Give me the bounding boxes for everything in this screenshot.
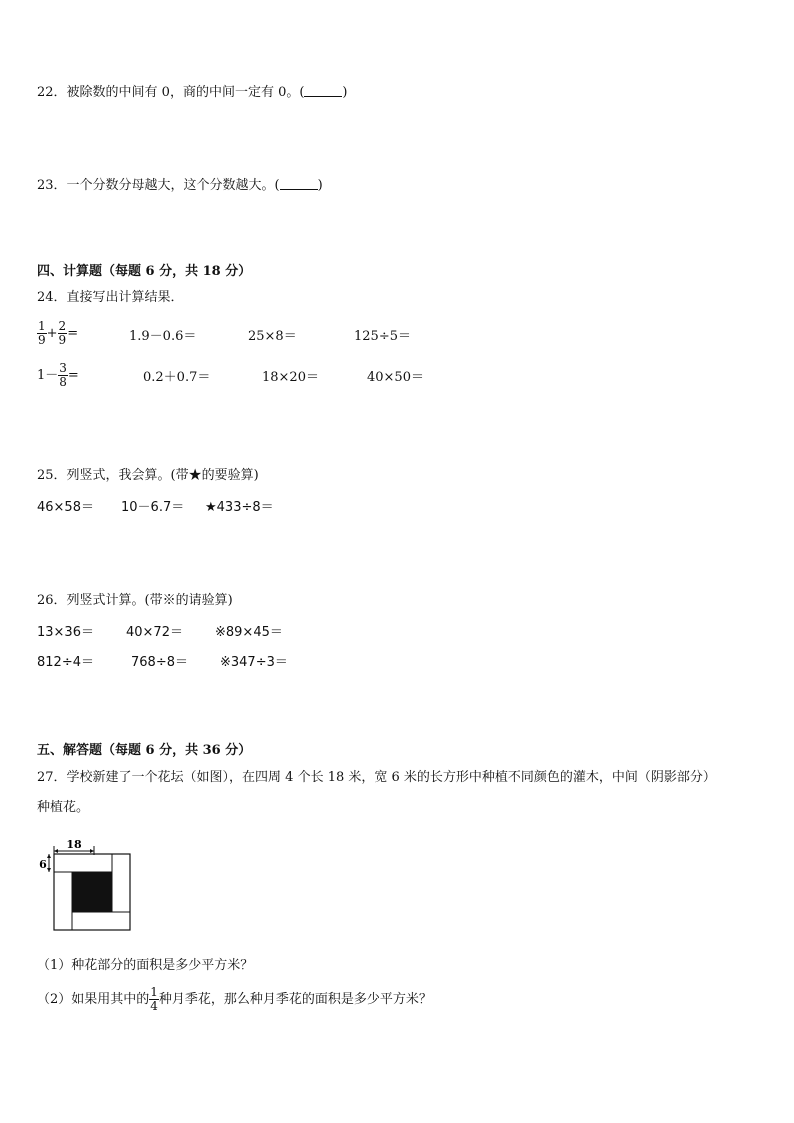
fraction: $\frac{1}{9}$ (38, 319, 46, 347)
q25-expr1: 46×58＝ (37, 500, 94, 515)
fraction: $\frac{2}{9}$ (58, 319, 67, 347)
q26-row2-expr1: 812÷4＝ (37, 655, 94, 670)
question-23-close: ) (317, 178, 323, 193)
question-23 (37, 177, 323, 194)
q24-row1-expr2: 1.9－0.6＝ (129, 329, 197, 344)
section-4-title: 四、计算题（每题 6 分，共 18 分） (37, 264, 252, 279)
fraction: $\frac{3}{8}$ (59, 361, 67, 389)
q25-expr2: 10－6.7＝ (121, 500, 185, 515)
answer-blank-23[interactable] (280, 177, 318, 190)
q24-row2-expr1: 1－ $\frac{3}{8}$ = (37, 361, 79, 389)
width-label: 6 (39, 858, 47, 871)
answer-blank-22[interactable] (304, 84, 342, 97)
question-27-line1: 27．学校新建了一个花坛（如图），在四周 4 个长 18 米，宽 6 米的长方形中种植不同颜色的灌木，中间（阴影部分） (37, 770, 716, 785)
question-24-text: 24．直接写出计算结果． (37, 290, 184, 305)
question-25-text: 25．列竖式，我会算。(带★的要验算) (37, 468, 259, 483)
q24-row1-expr4: 125÷5＝ (354, 329, 411, 344)
fraction: $\frac{1}{4}$ (150, 985, 158, 1013)
q24-row1-expr3: 25×8＝ (248, 329, 297, 344)
q26-row1-expr3: ※89×45＝ (215, 625, 283, 640)
question-23-text: 23．一个分数分母越大，这个分数越大。( (37, 178, 280, 193)
q26-row1-expr1: 13×36＝ (37, 625, 94, 640)
question-27-line2: 种植花。 (37, 800, 90, 815)
question-26-text: 26．列竖式计算。(带※的请验算) (37, 593, 233, 608)
question-22-close: ) (342, 85, 348, 100)
question-22-text: 22．被除数的中间有 0，商的中间一定有 0。( (37, 85, 305, 100)
q26-row2-expr2: 768÷8＝ (131, 655, 188, 670)
q25-expr3: ★433÷8＝ (205, 500, 274, 515)
question-27-sub1: （1）种花部分的面积是多少平方米？ (37, 958, 254, 973)
q24-row1-expr1: $\frac{1}{9}$ + $\frac{2}{9}$ = (38, 319, 79, 347)
q26-row1-expr2: 40×72＝ (126, 625, 183, 640)
flowerbed-diagram (36, 836, 136, 934)
length-label: 18 (66, 838, 82, 851)
section-5-title: 五、解答题（每题 6 分，共 36 分） (37, 743, 252, 758)
shaded-flower-area (72, 872, 112, 912)
q26-row2-expr3: ※347÷3＝ (220, 655, 288, 670)
q24-row2-expr3: 18×20＝ (262, 370, 319, 385)
question-27-sub2: （2）如果用其中的 $\frac{1}{4}$ 种月季花，那么种月季花的面积是多少平方米？ (37, 985, 432, 1013)
q24-row2-expr2: 0.2＋0.7＝ (143, 370, 211, 385)
question-22 (37, 84, 348, 101)
q24-row2-expr4: 40×50＝ (367, 370, 424, 385)
